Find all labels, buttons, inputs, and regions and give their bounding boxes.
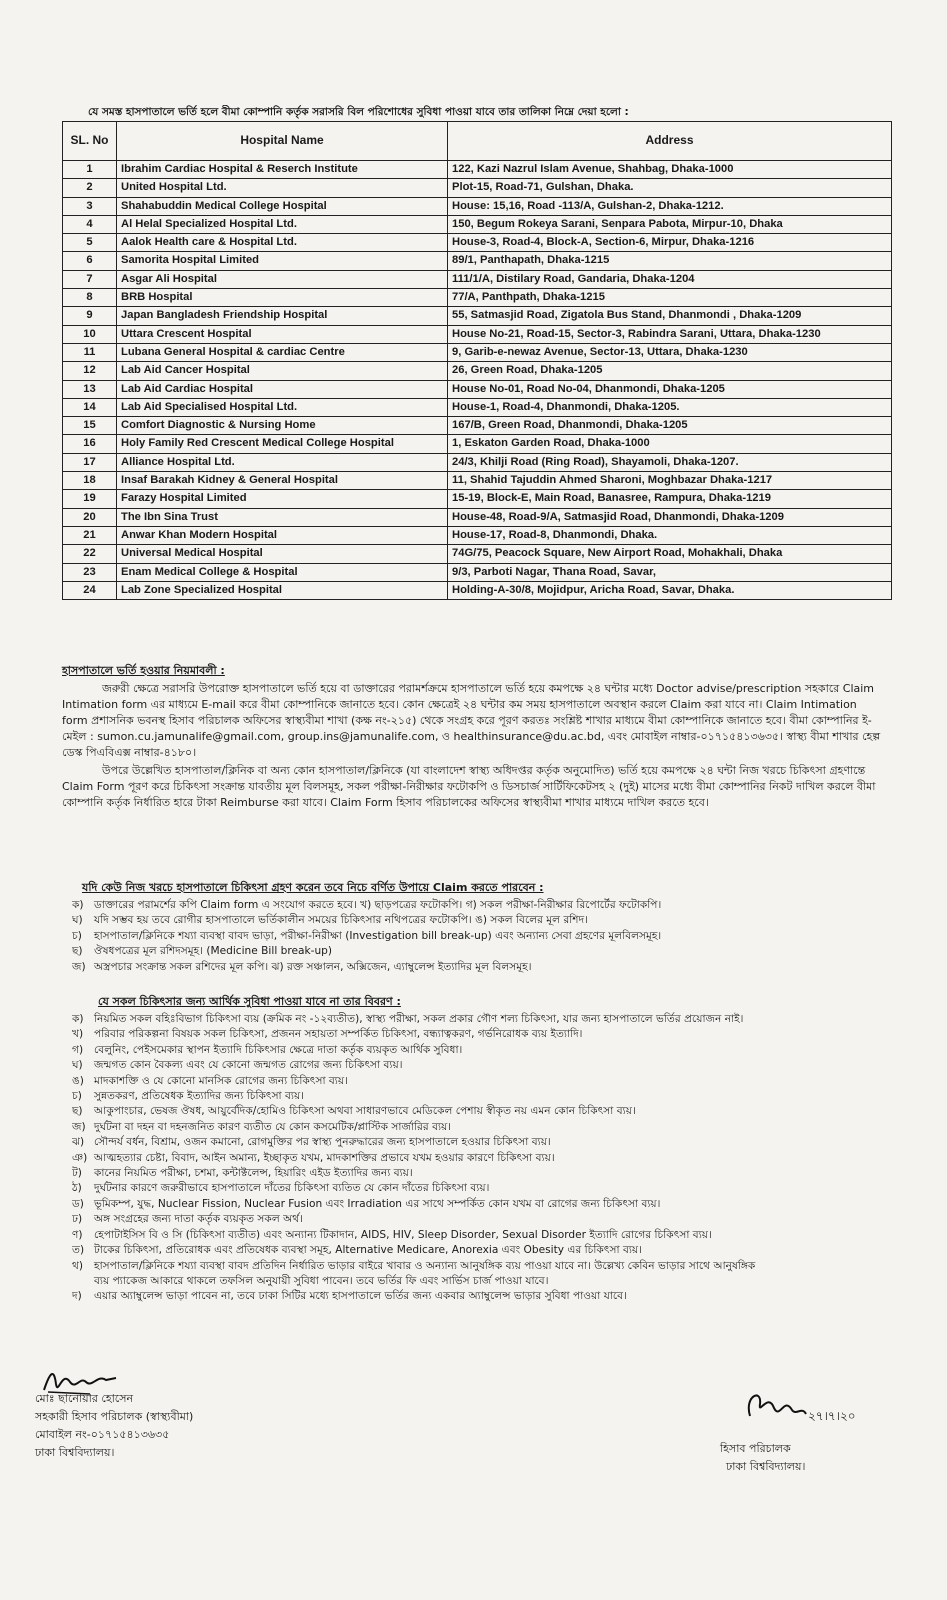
table-header-row	[63, 122, 892, 161]
hospital-table	[62, 121, 892, 600]
cell-address: House No-21, Road-15, Sector-3, Rabindra Sarani, Uttara, Dhaka-1230	[448, 325, 892, 343]
cell-address: 89/1, Panthapath, Dhaka-1215	[448, 252, 892, 270]
cell-hospital-name: Anwar Khan Modern Hospital	[117, 526, 448, 544]
cell-sl: 12	[63, 362, 117, 380]
list-marker: খ)	[72, 1028, 84, 1041]
claim-title: যদি কেউ নিজ খরচে হাসপাতালে চিকিৎসা গ্রহণ করেন তবে নিচে বর্ণিত উপায়ে Claim করতে পারবেন :	[82, 881, 544, 894]
list-marker: ছ)	[72, 1105, 83, 1118]
cell-hospital-name: Lubana General Hospital & cardiac Centre	[117, 343, 448, 361]
claim-section	[62, 880, 882, 898]
list-marker: জ)	[72, 960, 86, 973]
table-row	[63, 252, 892, 270]
admission-section	[62, 663, 882, 813]
cell-address: House-3, Road-4, Block-A, Section-6, Mirpur, Dhaka-1216	[448, 234, 892, 252]
list-text: টাকের চিকিৎসা, প্রতিরোধক এবং প্রতিষেধক ব্যবস্থা সমূহ, Alternative Medicare, Anorexia এবং Obesity এর চিকিৎসা ব্যয়।	[94, 1244, 642, 1257]
list-item	[72, 913, 882, 928]
cell-address: 74G/75, Peacock Square, New Airport Road, Mohakhali, Dhaka	[448, 545, 892, 563]
table-row	[63, 435, 892, 453]
cell-hospital-name: Farazy Hospital Limited	[117, 490, 448, 508]
cell-sl: 19	[63, 490, 117, 508]
cell-sl: 17	[63, 453, 117, 471]
cell-address: 15-19, Block-E, Main Road, Banasree, Rampura, Dhaka-1219	[448, 490, 892, 508]
list-item	[72, 1228, 882, 1243]
cell-sl: 4	[63, 215, 117, 233]
cell-sl: 22	[63, 545, 117, 563]
table-row	[63, 289, 892, 307]
col-hospital-name: Hospital Name	[117, 122, 448, 161]
cell-hospital-name: Uttara Crescent Hospital	[117, 325, 448, 343]
cell-address: House: 15,16, Road -113/A, Gulshan-2, Dhaka-1212.	[448, 197, 892, 215]
table-row	[63, 490, 892, 508]
cell-sl: 24	[63, 581, 117, 599]
cell-hospital-name: Ibrahim Cardiac Hospital & Reserch Institute	[117, 161, 448, 179]
list-text: অস্ত্রপচার সংক্রান্ত সকল রশিদের মূল কপি। ঝ) রক্ত সঞ্চালন, অক্সিজেন, এ্যাম্বুলেন্স ইত্যাদির মূল বিলসমূহ।	[94, 960, 532, 973]
cell-hospital-name: United Hospital Ltd.	[117, 179, 448, 197]
cell-hospital-name: Al Helal Specialized Hospital Ltd.	[117, 215, 448, 233]
list-marker: গ)	[72, 1043, 84, 1056]
cell-sl: 23	[63, 563, 117, 581]
list-item	[72, 1259, 882, 1274]
list-marker: ড)	[72, 1197, 84, 1210]
list-item	[72, 1104, 882, 1119]
list-marker: ঠ)	[72, 1182, 82, 1195]
cell-address: 1, Eskaton Garden Road, Dhaka-1000	[448, 435, 892, 453]
cell-hospital-name: Lab Aid Cardiac Hospital	[117, 380, 448, 398]
cell-address: 150, Begum Rokeya Sarani, Senpara Pabota, Mirpur-10, Dhaka	[448, 215, 892, 233]
signatory-right-org: ঢাকা বিশ্ববিদ্যালয়।	[726, 1460, 806, 1473]
list-marker: থ)	[72, 1259, 83, 1272]
list-marker: ঢ)	[72, 1213, 83, 1226]
cell-sl: 13	[63, 380, 117, 398]
list-marker: জ)	[72, 1120, 86, 1133]
list-item	[72, 1197, 882, 1212]
cell-hospital-name: Comfort Diagnostic & Nursing Home	[117, 417, 448, 435]
cell-sl: 9	[63, 307, 117, 325]
admission-para-1: জরুরী ক্ষেত্রে সরাসরি উপরোক্ত হাসপাতালে ভর্তি হয়ে বা ডাক্তারের পরামর্শক্রমে হাসপাতালে ভর্তি হয়ে কমপক্ষে ২৪ ঘন্টার মধ্যে Doctor advise/prescription সহকারে Claim Intimation form এর মাধ্যমে E-mail করে বীমা কোম্পানিকে জানাতে হবে। কোন ক্ষেত্রেই ২৪ ঘন্টার কম সময় হাসপাতালে অবস্থান করলে Claim করা যাবে না। Claim Intimation form প্রশাসনিক ভবনস্থ হিসাব পরিচালক অফিসের স্বাস্থ্যবীমা শাখা (কক্ষ নং-২১৫) থেকে সংগ্রহ করে পূরণ করতঃ সংশ্লিষ্ট শাখার মাধ্যমে বীমা কোম্পানিকে জানাতে হবে। বীমা কোম্পানির ই-মেইল : sumon.cu.jamunalife@gmail.com, group.ins@jamunalife.com, ও healthinsurance@du.ac.bd, এবং মোবাইল নাম্বার-০১৭১৫৪১৩৬৩৫। স্বাস্থ্য বীমা শাখার হেল্প ডেস্ক পিএবিএক্স নাম্বার-৪১৮০।	[62, 682, 881, 759]
list-text: অঙ্গ সংগ্রহের জন্য দাতা কর্তৃক ব্যয়কৃত সকল অর্থ।	[94, 1213, 303, 1226]
list-item	[72, 1166, 882, 1181]
cell-address: 24/3, Khilji Road (Ring Road), Shayamoli, Dhaka-1207.	[448, 453, 892, 471]
list-marker: ক)	[72, 1013, 84, 1025]
table-row	[63, 398, 892, 416]
cell-address: 26, Green Road, Dhaka-1205	[448, 362, 892, 380]
cell-sl: 1	[63, 161, 117, 179]
list-marker: ঝ)	[72, 1136, 85, 1149]
signatory-left-block	[35, 1390, 335, 1462]
list-text: আত্মহত্যার চেষ্টা, বিবাদ, আইন অমান্য, ইচ্ছাকৃত যখম, মাদকাশক্তির প্রভাবে যখম হওয়ার কারণে চিকিৎসা ব্যয়।	[94, 1151, 555, 1164]
admission-title: হাসপাতালে ভর্তি হওয়ার নিয়মাবলী :	[62, 664, 225, 677]
table-row	[63, 307, 892, 325]
list-text: ব্যয় প্যাকেজ আকারে থাকলে তফসিল অনুযায়ী সুবিধা পাবেন। তবে ভর্তির ফি এবং সার্ভিস চার্জ পাওয়া যাবে।	[94, 1274, 549, 1287]
col-sl: SL. No	[63, 122, 117, 161]
list-text: মাদকাশক্তি ও যে কোনো মানসিক রোগের জন্য চিকিৎসা ব্যয়।	[94, 1074, 348, 1087]
table-row	[63, 215, 892, 233]
list-item	[72, 1058, 882, 1073]
list-item	[72, 1135, 882, 1150]
admission-para-2: উপরে উল্লেখিত হাসপাতাল/ক্লিনিক বা অন্য কোন হাসপাতাল/ক্লিনিকে (যা বাংলাদেশ স্বাস্থ্য অধিদপ্তর কর্তৃক অনুমোদিত) ভর্তি হয়ে কমপক্ষে ২৪ ঘন্টা নিজ খরচে চিকিৎসা গ্রহণান্তে Claim Form পূরণ করে চিকিৎসা সংক্রান্ত যাবতীয় মূল বিলসমূহ, সকল পরীক্ষা-নিরীক্ষার ফটোকপি ও ডিসচার্জ সার্টিফিকেটসহ ২ (দুই) মাসের মধ্যে বীমা কোম্পানির নিকট দাখিল করলে বীমা কোম্পানি কর্তৃক নির্ধারিত হারে টাকা Reimburse করা যাবে। Claim Form হিসাব পরিচালকের অফিসের স্বাস্থ্যবীমা শাখার মাধ্যমে দাখিল করতে হবে।	[62, 764, 876, 809]
cell-sl: 16	[63, 435, 117, 453]
cell-sl: 6	[63, 252, 117, 270]
table-heading: যে সমস্ত হাসপাতালে ভর্তি হলে বীমা কোম্পানি কর্তৃক সরাসরি বিল পরিশোধের সুবিধা পাওয়া যাবে তার তালিকা নিম্নে দেয়া হলো :	[88, 106, 629, 118]
list-marker: দ)	[72, 1290, 82, 1303]
cell-address: 9, Garib-e-newaz Avenue, Sector-13, Uttara, Dhaka-1230	[448, 343, 892, 361]
cell-hospital-name: Insaf Barakah Kidney & General Hospital	[117, 472, 448, 490]
table-row	[63, 526, 892, 544]
cell-address: 55, Satmasjid Road, Zigatola Bus Stand, Dhanmondi , Dhaka-1209	[448, 307, 892, 325]
cell-sl: 8	[63, 289, 117, 307]
list-item	[72, 1089, 882, 1104]
list-text: দুর্ঘটনার কারণে জরুরীভাবে হাসপাতালে দাঁতের চিকিৎসা ব্যতিত যে কোন দাঁতের চিকিৎসা ব্যয়।	[94, 1182, 490, 1195]
list-marker: ঙ)	[72, 1074, 84, 1087]
table-row	[63, 343, 892, 361]
cell-hospital-name: Universal Medical Hospital	[117, 545, 448, 563]
cell-hospital-name: BRB Hospital	[117, 289, 448, 307]
cell-address: 9/3, Parboti Nagar, Thana Road, Savar,	[448, 563, 892, 581]
cell-sl: 11	[63, 343, 117, 361]
list-text: বেলুনিং, পেইসমেকার স্থাপন ইত্যাদি চিকিৎসার ক্ষেত্রে দাতা কর্তৃক ব্যয়কৃত আর্থিক সুবিধা।	[94, 1043, 463, 1056]
list-text: হাসপাতাল/ক্লিনিকে শয্যা ব্যবস্থা বাবদ ভাড়া, পরীক্ষা-নিরীক্ষা (Investigation bill break-up) এবং অন্যান্য সেবা গ্রহণের মূলবিলসমূহ।	[94, 929, 662, 942]
exclusion-section	[62, 994, 882, 1012]
list-text: হাসপাতাল/ক্লিনিকে শয্যা ব্যবস্থা বাবদ প্রতিদিন নির্ধারিত ভাড়ার বাইরে খাবার ও অন্যান্য আনুষঙ্গিক ব্যয় পাওয়া যাবে না। উল্লেখ্য কেবিন ভাড়ার সাথে আনুষঙ্গিক	[94, 1259, 756, 1272]
cell-hospital-name: Lab Aid Specialised Hospital Ltd.	[117, 398, 448, 416]
cell-address: 11, Shahid Tajuddin Ahmed Sharoni, Moghbazar Dhaka-1217	[448, 472, 892, 490]
list-marker: ণ)	[72, 1228, 83, 1241]
list-marker: চ)	[72, 929, 82, 942]
cell-hospital-name: Holy Family Red Crescent Medical College Hospital	[117, 435, 448, 453]
list-text: হেপাটাইসিস বি ও সি (চিকিৎসা ব্যতীত) এবং অন্যান্য টিকাদান, AIDS, HIV, Sleep Disorder, Sexual Disorder ইত্যাদি রোগের চিকিৎসা ব্যয়।	[94, 1228, 712, 1241]
list-item	[72, 1074, 882, 1089]
cell-address: House-17, Road-8, Dhanmondi, Dhaka.	[448, 526, 892, 544]
cell-sl: 7	[63, 270, 117, 288]
cell-address: Holding-A-30/8, Mojidpur, Aricha Road, Savar, Dhaka.	[448, 581, 892, 599]
cell-address: House-48, Road-9/A, Satmasjid Road, Dhanmondi, Dhaka-1209	[448, 508, 892, 526]
claim-list	[72, 898, 882, 975]
cell-hospital-name: Asgar Ali Hospital	[117, 270, 448, 288]
table-row	[63, 545, 892, 563]
list-item	[72, 929, 882, 944]
table-row	[63, 270, 892, 288]
list-text: দুর্ঘটনা বা দহন বা দহনজনিত কারণ ব্যতীত যে কোন কসমেটিক/প্লাস্টিক সার্জারির ব্যয়।	[94, 1120, 452, 1133]
cell-hospital-name: Japan Bangladesh Friendship Hospital	[117, 307, 448, 325]
cell-sl: 3	[63, 197, 117, 215]
cell-address: 167/B, Green Road, Dhanmondi, Dhaka-1205	[448, 417, 892, 435]
table-row	[63, 161, 892, 179]
table-row	[63, 453, 892, 471]
cell-hospital-name: Alliance Hospital Ltd.	[117, 453, 448, 471]
cell-hospital-name: Lab Zone Specialized Hospital	[117, 581, 448, 599]
cell-address: 77/A, Panthpath, Dhaka-1215	[448, 289, 892, 307]
list-item	[72, 1151, 882, 1166]
list-text: জন্মগত কোন বৈকল্য এবং যে কোনো জন্মগত রোগের জন্য চিকিৎসা ব্যয়।	[94, 1059, 403, 1072]
list-item	[72, 898, 882, 913]
table-row	[63, 563, 892, 581]
signatory-left-mobile: মোবাইল নং-০১৭১৫৪১৩৬৩৫	[35, 1428, 170, 1441]
list-text: ঔষধপত্রের মূল রশিদসমূহ। (Medicine Bill break-up)	[94, 945, 333, 958]
list-text: কানের নিয়মিত পরীক্ষা, চশমা, কন্টাক্টলেন্স, হিয়ারিং এইড ইত্যাদির জন্য ব্যয়।	[94, 1167, 413, 1180]
signatory-right-designation: হিসাব পরিচালক	[720, 1442, 791, 1455]
table-row	[63, 417, 892, 435]
list-text: পরিবার পরিকল্পনা বিষয়ক সকল চিকিৎসা, প্রজনন সহায়তা সম্পর্কিত চিকিৎসা, বন্ধ্যাত্বকরণ, গর্ভনিরোধক ব্যয় ইত্যাদি।	[94, 1028, 583, 1041]
list-item	[72, 1043, 882, 1058]
cell-sl: 21	[63, 526, 117, 544]
cell-address: 122, Kazi Nazrul Islam Avenue, Shahbag, Dhaka-1000	[448, 161, 892, 179]
col-address: Address	[448, 122, 892, 161]
cell-sl: 2	[63, 179, 117, 197]
exclusion-title: যে সকল চিকিৎসার জন্য আর্থিক সুবিধা পাওয়া যাবে না তার বিবরণ :	[98, 995, 401, 1008]
list-text: সুন্নতকরণ, প্রতিষেধক ইত্যাদির জন্য চিকিৎসা ব্যয়।	[94, 1090, 304, 1103]
cell-address: 111/1/A, Distilary Road, Gandaria, Dhaka-1204	[448, 270, 892, 288]
cell-sl: 15	[63, 417, 117, 435]
cell-sl: 20	[63, 508, 117, 526]
list-text: ডাক্তারের পরামর্শের কপি Claim form এ সংযোগ করতে হবে। খ) ছাড়পত্রের ফটোকপি। গ) সকল পরীক্ষা-নিরীক্ষার রিপোর্টের ফটোকপি।	[94, 899, 662, 911]
list-text: নিয়মিত সকল বহিঃবিভাগ চিকিৎসা ব্যয় (ক্রমিক নং -১২ব্যতীত), স্বাস্থ্য পরীক্ষা, সকল প্রকার গৌণ শল্য চিকিৎসা, যার জন্য হাসপাতালে ভর্তির প্রয়োজন নাই।	[94, 1013, 744, 1025]
list-text: এয়ার অ্যাম্বুলেন্স ভাড়া পাবেন না, তবে ঢাকা সিটির মধ্যে হাসপাতালে ভর্তির জন্য একবার অ্যাম্বুলেন্স ভাড়ার সুবিধা পাওয়া যাবে।	[94, 1290, 627, 1303]
list-item	[72, 1243, 882, 1258]
cell-sl: 18	[63, 472, 117, 490]
cell-hospital-name: Shahabuddin Medical College Hospital	[117, 197, 448, 215]
cell-hospital-name: Lab Aid Cancer Hospital	[117, 362, 448, 380]
signature-right	[740, 1386, 810, 1426]
cell-hospital-name: Aalok Health care & Hospital Ltd.	[117, 234, 448, 252]
table-row	[63, 581, 892, 599]
cell-sl: 14	[63, 398, 117, 416]
list-item	[72, 1012, 882, 1027]
list-marker: ক)	[72, 899, 84, 911]
table-row	[63, 325, 892, 343]
cell-address: Plot-15, Road-71, Gulshan, Dhaka.	[448, 179, 892, 197]
list-marker: চ)	[72, 1090, 82, 1103]
list-item	[72, 944, 882, 959]
signature-right-date: ২৭।৭।২০	[808, 1409, 856, 1423]
list-text: সৌন্দর্য বর্ধন, বিশ্রাম, ওজন কমানো, রোগমুক্তির পর স্বাস্থ্য পুনরুদ্ধারের জন্য হাসপাতালে হওয়ার চিকিৎসা ব্যয়।	[94, 1136, 551, 1149]
signatory-right-block	[700, 1440, 920, 1476]
list-marker: ঘ)	[72, 1059, 83, 1072]
table-row	[63, 472, 892, 490]
signatory-left-name: মোঃ ছানোয়ার হোসেন	[35, 1392, 134, 1405]
list-text: আকুপাংচার, ভেষজ ঔষধ, আয়ুর্বেদিক/হোমিও চিকিৎসা অথবা সাধারণভাবে মেডিকেল পেশায় স্বীকৃত নয় এমন কোন চিকিৎসা ব্যয়।	[94, 1105, 636, 1118]
table-row	[63, 179, 892, 197]
table-row	[63, 508, 892, 526]
cell-address: House No-01, Road No-04, Dhanmondi, Dhaka-1205	[448, 380, 892, 398]
list-item	[72, 1181, 882, 1196]
list-marker: ঘ)	[72, 914, 83, 927]
list-text: ভূমিকম্প, যুদ্ধ, Nuclear Fission, Nuclear Fusion এবং Irradiation এর সাথে সম্পর্কিত কোন যখম বা রোগের জন্য চিকিৎসা ব্যয়।	[94, 1197, 661, 1210]
list-item	[72, 960, 882, 975]
cell-sl: 5	[63, 234, 117, 252]
table-row	[63, 197, 892, 215]
cell-address: House-1, Road-4, Dhanmondi, Dhaka-1205.	[448, 398, 892, 416]
cell-sl: 10	[63, 325, 117, 343]
list-text: যদি সম্ভব হয় তবে রোগীর হাসপাতালে ভর্তিকালীন সময়ের চিকিৎসার নথিপত্রের ফটোকপি। ঙ) সকল বিলের মূল রশিদ।	[94, 914, 588, 927]
list-item	[72, 1027, 882, 1042]
signatory-left-designation: সহকারী হিসাব পরিচালক (স্বাস্থ্যবীমা)	[35, 1410, 194, 1423]
list-marker: ঞ)	[72, 1151, 88, 1164]
list-marker: ত)	[72, 1244, 85, 1257]
list-marker: ট)	[72, 1167, 82, 1180]
list-item	[72, 1120, 882, 1135]
list-item	[72, 1274, 882, 1289]
list-item	[72, 1289, 882, 1304]
cell-hospital-name: Enam Medical College & Hospital	[117, 563, 448, 581]
signatory-left-org: ঢাকা বিশ্ববিদ্যালয়।	[35, 1446, 115, 1459]
exclusion-list	[72, 1012, 882, 1305]
table-row	[63, 380, 892, 398]
table-row	[63, 234, 892, 252]
table-row	[63, 362, 892, 380]
cell-hospital-name: The Ibn Sina Trust	[117, 508, 448, 526]
list-item	[72, 1212, 882, 1227]
cell-hospital-name: Samorita Hospital Limited	[117, 252, 448, 270]
list-marker: ছ)	[72, 945, 83, 958]
